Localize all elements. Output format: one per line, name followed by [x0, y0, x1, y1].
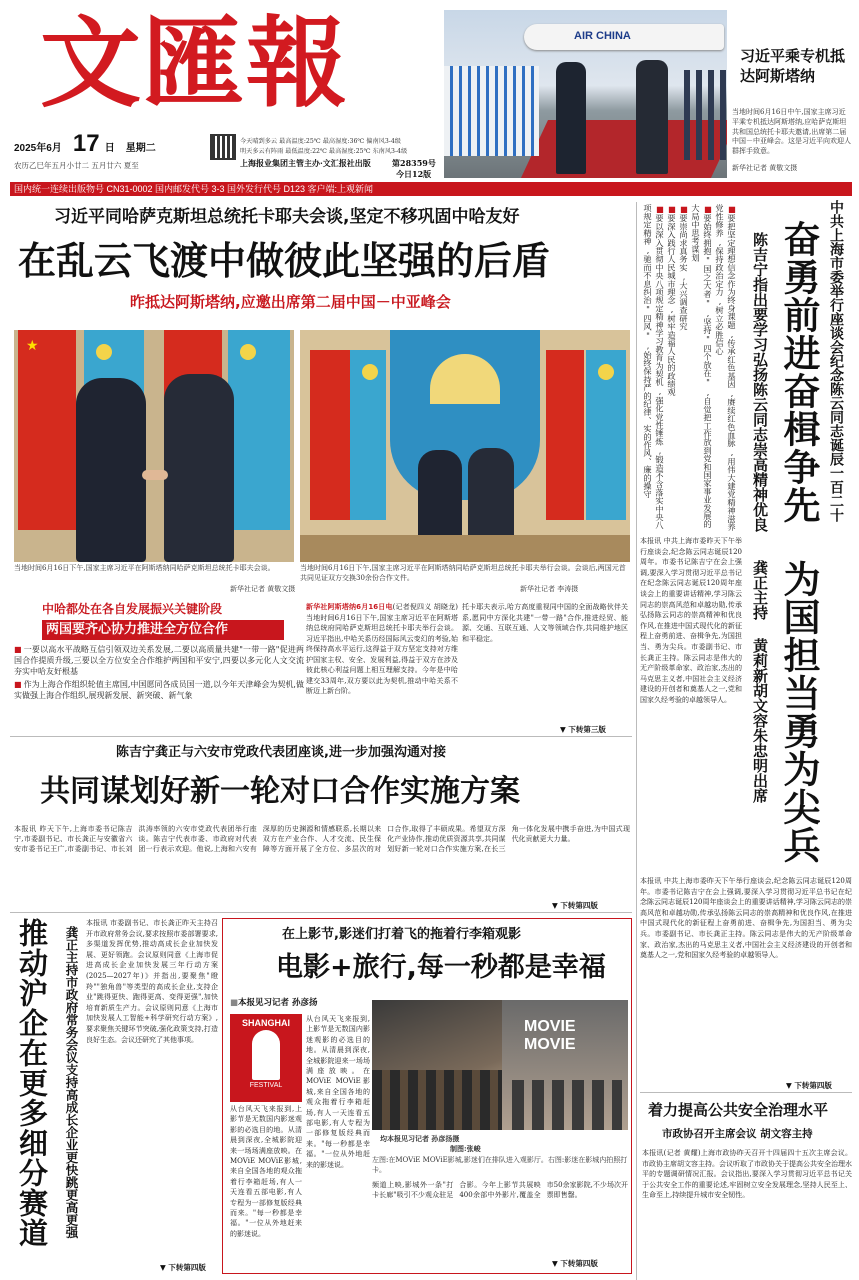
- left-continued: ▼ 下转第四版: [160, 1263, 206, 1272]
- right-subhead: 陈吉宁指出要学习弘扬陈云同志崇高精神优良: [751, 232, 769, 532]
- box-point-2: [14, 679, 304, 701]
- film-body-bottom-text: 频道上映,影城外一条"打卡长廊"吸引不少观众驻足合影。今年上影节共展映400余部中外影片,覆盖全市50余家影院,不少场次开票即售罄。: [372, 1181, 628, 1200]
- lead-body-text: (记者倪四义 胡晓龙)当地时间6月16日下午,国家主席习近平在阿斯塔纳总统府同哈萨克斯坦总统托卡耶夫举行会谈。习近平指出,中哈关系历经国际风云变幻的考验,始终保持高水平运行,这得益于双方坚定支持对方维护国家主权、安全、发展利益,得益于双方在涉及彼此核心利益问题上相互理解支持。今年是中哈建交33周年,双方要以此为契机,推动中哈关系不断迈上新台阶。: [306, 603, 458, 695]
- film-continued-text: 下转第四版: [560, 1259, 598, 1268]
- right-headline-1: 奋勇前进奋楫争先: [777, 220, 820, 524]
- visitors: [512, 1080, 622, 1130]
- crowd-silhouettes: [372, 1070, 502, 1130]
- box-title-1: 中哈都处在各自发展振兴关键阶段: [42, 602, 223, 616]
- festival-poster: [230, 1014, 302, 1102]
- film-photo-credit-2: 制图:张峻: [450, 1144, 481, 1153]
- leader-tokayev: [164, 374, 234, 562]
- page-count: 今日12版: [396, 169, 432, 179]
- right-body-bottom: [640, 876, 852, 1076]
- lead-continued: ▼ 下转第三版: [560, 725, 606, 734]
- flag-kz-2: [228, 330, 290, 530]
- carpet: [300, 535, 630, 562]
- left-headline: 推动沪企在更多细分赛道: [15, 918, 49, 1248]
- talks-photo-right: [300, 330, 630, 562]
- talks-photo-left: [14, 330, 294, 562]
- top-photo-caption: 当地时间6月16日中午,国家主席习近平乘专机抵达阿斯塔纳,应哈萨克斯坦共和国总统托卡耶夫邀请,出席第二届中国－中亚峰会。这是习近平向欢迎人群挥手致意。: [732, 108, 851, 156]
- guard-figures: [684, 70, 726, 160]
- right-points-panel: [640, 204, 738, 534]
- top-photo-headline-text: 习近平乘专机抵达阿斯塔纳: [740, 47, 846, 85]
- right-attendees: 龚正主持 黄莉新胡文容朱忠明出席: [751, 560, 769, 803]
- lead-body-col2: [462, 602, 628, 724]
- left-story-rule: [10, 912, 632, 913]
- film-byline: ■本报见习记者 孙彦扬: [230, 998, 318, 1008]
- lunar-date: 农历乙巳年五月小廿二 五月廿六 夏至: [14, 161, 139, 170]
- photo2-caption: 当地时间6月16日下午,国家主席习近平在阿斯塔纳同哈萨克斯坦总统托卡耶夫举行会谈。会谈后,两国元首共同见证双方交换30余份合作文件。: [300, 564, 626, 582]
- registration-bar: [10, 182, 852, 196]
- safety-story-rule: [640, 1092, 852, 1093]
- date-year-month: 2025年6月: [14, 143, 62, 154]
- movie-sign: MOVIE: [524, 1018, 576, 1035]
- right-point-2: ■ 要始终拥抱"国之大者",坚持"四个放在",自觉把工作放到党和国家事业发展的大局中思考谋划: [690, 204, 714, 532]
- box-title-2: 两国要齐心协力推进全方位合作: [42, 620, 284, 640]
- photo2-credit: 新华社记者 李涛摄: [520, 585, 579, 593]
- right-body-bottom-text: 本报讯 中共上海市委昨天下午举行座谈会,纪念陈云同志诞辰120周年。市委书记陈吉宁在会上强调,要深入学习贯彻习近平总书记在纪念陈云同志诞辰120周年座谈会上的重要讲话精神,学习陈云同志的崇高风范和卓越功勋,传承弘扬陈云同志的崇高精神和优良作风,在推进中国式现代化的新征程上奋勇前进、奋楫争先,为国担当、勇为尖兵。市委副书记、市长龚正主持。陈云同志是伟大的无产阶级革命家、政治家,杰出的马克思主义者,中国社会主义经济建设的开创者和奠基人之一,党和国家久经考验的卓越领导人。: [640, 877, 852, 960]
- poster-figure: [252, 1030, 280, 1080]
- flag-kz-4: [586, 350, 626, 520]
- right-body: 本报讯 中共上海市委昨天下午举行座谈会,纪念陈云同志诞辰120周年。市委书记陈吉宁在会上强调,要深入学习贯彻习近平总书记在纪念陈云同志诞辰120周年座谈会上的重要讲话精神,学习陈云同志的崇高风范和卓越功勋,传承弘扬陈云同志的崇高精神和优良作风,在推进中国式现代化的新征程上奋勇前进、奋楫争先,为国担当、勇为尖兵。市委副书记、市长龚正主持。陈云同志是伟大的无产阶级革命家、政治家,杰出的马克思主义者,中国社会主义经济建设的开创者和奠基人之一,党和国家久经考验的卓越领导人。: [640, 537, 742, 704]
- top-photo-headline: [740, 46, 852, 86]
- film-photo-credit-text: 均本报见习记者 孙彦扬摄: [380, 1134, 460, 1143]
- lead-body-text-2: 托卡耶夫表示,哈方高度重视同中国的全面战略伙伴关系,愿同中方深化共建"一带一路"合作,推进经贸、能源、交通、互联互通、人文等领域合作,共同维护地区和平稳定。: [462, 603, 628, 643]
- leader-xi: [76, 378, 146, 562]
- lead-subhead: 昨抵达阿斯塔纳,应邀出席第二届中国－中亚峰会: [130, 293, 451, 311]
- film-headline: 电影+旅行,每一秒都是幸福: [276, 952, 606, 983]
- film-byline-text: 本报见习记者 孙彦扬: [238, 998, 318, 1008]
- mid-story-rule: [10, 736, 632, 737]
- box-point-1: [14, 644, 304, 677]
- lead-headline: 在乱云飞渡中做彼此坚强的后盾: [18, 239, 551, 283]
- right-continued: ▼ 下转第四版: [786, 1081, 832, 1090]
- safety-subhead: 市政协召开主席会议 胡文容主持: [662, 1128, 813, 1140]
- top-photo-credit: 新华社记者 黄敬文摄: [732, 164, 798, 172]
- handshake: [142, 470, 168, 480]
- lead-body-col1: [306, 602, 458, 734]
- weather-line-2: 明天多云有阵雨 最低温度:22℃ 最高湿度:25℃ 东南风3-4级: [240, 148, 408, 155]
- registration-text: 国内统一连续出版物号 CN31-0002 国内邮发代号 3-3 国外发行代号 D123 客户端:上观新闻: [14, 184, 374, 194]
- right-point-1: ■ 要把坚定理想信念作为终身课题,传承红色基因,赓续红色血脉,用伟大建党精神滋养党性修养,保持政治定力,树立必胜信心: [714, 204, 738, 532]
- airplane-text: AIR CHINA: [574, 30, 631, 42]
- left-continued-text: 下转第四版: [168, 1263, 206, 1272]
- film-body-bottom: [372, 1180, 628, 1254]
- right-point-5: ■ 要以深入贯彻中央八项规定精神学习教育为契机,强化党性锤炼,锻造不含落实中央八项规定精神,驰而不息纠治"四风",始终保持严的纪律、实的作风、廉的操守: [642, 204, 666, 532]
- box-point-2-text: ■ 作为上海合作组织轮值主席国,中国愿同各成员国一道,以今年天津峰会为契机,做实做强上海合作组织,展现新发展、新突破、新气象: [14, 679, 304, 701]
- movie-sign-2: MOVIE: [524, 1036, 576, 1053]
- poster-text: SHANGHAI: [241, 1018, 290, 1028]
- lead-dateline: 新华社阿斯塔纳6月16日电: [306, 603, 393, 611]
- qr-code-icon: [210, 134, 236, 160]
- date-day-suffix: 日: [104, 143, 115, 154]
- photo1-credit: 新华社记者 黄敬文摄: [230, 585, 296, 593]
- film-photo-caption: 左图:在MOViE MOViE影城,影迷们在排队进入观影厅。右图:影迷在影城内拍照打卡。: [372, 1156, 628, 1174]
- flag-china-4: [546, 350, 584, 520]
- left-subhead: 龚正主持市政府常务会议支持高成长企业更快跳更高更强: [64, 926, 79, 1239]
- newspaper-logo: 文匯報: [40, 6, 350, 121]
- mid-continued-text: 下转第四版: [560, 901, 598, 910]
- theater-photo-1: [372, 1000, 502, 1130]
- flag-china-3: [310, 350, 350, 520]
- right-point-3: ■ 要崇尚求真务实,大兴调查研究: [678, 204, 690, 532]
- photo1-caption: 当地时间6月16日下午,国家主席习近平在阿斯塔纳同哈萨克斯坦总统托卡耶夫会谈。: [14, 564, 275, 572]
- safety-body: 本报讯(记者 黄耀)上海市政协昨天召开十四届四十五次主席会议。市政协主席胡文容主持。会议听取了市政协关于提高公共安全治理水平的专题调研情况汇报。会议指出,要深入学习贯彻习近平总书记关于公共安全工作的重要论述,牢固树立安全发展理念,坚持人民至上、生命至上,持续提升城市安全韧性。: [642, 1149, 852, 1200]
- masthead: [0, 0, 440, 180]
- issue-number: 第28359号: [392, 158, 436, 168]
- film-body-left: 从台风天飞来报到,上影节是无数国内影迷观影的必选目的地。从清晨到深夜,全城影院迎来一场场满座放映。在MOViE MOViE影城,来自全国各地的观众拖着行李箱赶场,有人一天连看五部电影,有人专程为一部修复版经典而来。"每一秒都是幸福。"一位从外地赶来的影迷说。: [230, 1105, 302, 1238]
- lead-continued-text: 下转第三版: [568, 725, 606, 734]
- mid-continued: ▼ 下转第四版: [552, 901, 598, 910]
- right-kicker: 中共上海市委举行座谈会纪念陈云同志诞辰一百二十: [828, 200, 844, 522]
- key-points-box: [14, 600, 304, 720]
- flag-kz-3: [350, 350, 386, 520]
- publisher: 上海报业集团主管主办·文汇报社出版: [240, 158, 371, 168]
- date-block: [14, 130, 214, 170]
- right-continued-text: 下转第四版: [794, 1081, 832, 1090]
- mid-body-text: 本报讯 昨天下午,上海市委书记陈吉宁,市委副书记、市长龚正与安徽省六安市委书记王广,市委副书记、市长刘洪涛率领的六安市党政代表团举行座谈。陈吉宁代表市委、市政府对代表团一行表示欢迎。他说,上海和六安有深厚的历史渊源和情感联系,长期以来双方在产业合作、人才交流、民生保障等方面开展了全方位、多层次的对口合作,取得了丰硕成果。希望双方深化产业协作,推动优质资源共享,共同谋划好新一轮对口合作实施方案,在长三角一体化发展中携手奋进,为中国式现代化贡献更大力量。: [14, 825, 630, 854]
- left-body: 本报讯 市委副书记、市长龚正昨天主持召开市政府常务会议,要求按照市委部署要求,多渠道发挥优势,推动高成长企业加快发展、更好领跑。会议原则同意《上海市促进高成长企业加快发展三年行动方案(2025—2027年)》并指出,要聚焦"瞪羚""独角兽"等类型的高成长企业,支持企业"跳得更快、跑得更高、变得更强",加快培育新质生产力。会议原则同意《上海市加快发展人工智能+科学研究行动方案》,要求聚焦关键环节突破,强化政策支持,打造良好生态。会议还研究了其他事项。: [86, 919, 218, 1044]
- theater-photo-2: [502, 1000, 628, 1130]
- right-headline-2: 为国担当勇为尖兵: [777, 560, 820, 864]
- welcome-crowd: [444, 66, 539, 156]
- mid-kicker: 陈吉宁龚正与六安市党政代表团座谈,进一步加强沟通对接: [116, 745, 446, 760]
- right-point-4: ■ 要深入践行人民城市理念,树牢造福人民的政绩观: [666, 204, 678, 532]
- date-weekday: 星期二: [125, 143, 156, 154]
- safety-headline: 着力提高公共安全治理水平: [648, 1101, 829, 1119]
- poster-subtext: FESTIVAL: [249, 1082, 283, 1089]
- right-column-rule: [636, 202, 637, 1280]
- date-day: 17: [72, 130, 100, 157]
- flag-star-1: ★: [26, 338, 39, 354]
- lead-kicker: 习近平同哈萨克斯坦总统托卡耶夫会谈,坚定不移巩固中哈友好: [54, 207, 520, 227]
- leader-figure-2: [636, 60, 668, 174]
- flag-china-1: [18, 330, 76, 530]
- film-continued: ▼ 下转第四版: [552, 1259, 598, 1268]
- film-photo-credit: [380, 1134, 540, 1144]
- arrival-photo: [444, 10, 727, 178]
- weather-line-1: 今天晴到多云 最高温度:25℃ 最高湿度:36℃ 偏南风3-4级: [240, 138, 401, 145]
- mid-headline: 共同谋划好新一轮对口合作实施方案: [40, 774, 520, 809]
- leader-figure-1: [556, 62, 586, 174]
- mid-body: [14, 824, 630, 902]
- box-point-1-text: ■ 一要以高水平战略互信引领双边关系发展,二要以高质量共建"一带一路"促进两国合作提质升级,三要以全方位安全合作维护两国和平安宁,四要以多元化人文交流夯实中哈友好根基: [14, 644, 304, 677]
- film-kicker: 在上影节,影迷们打着飞的拖着行李箱观影: [282, 927, 521, 942]
- film-body-side: 从台风天飞来报到,上影节是无数国内影迷观影的必选目的地。从清晨到深夜,全城影院迎来一场场满座放映。在MOViE MOViE影城,来自全国各地的观众拖着行李箱赶场,有人一天连看五部电影,有人专程为一部修复版经典而来。"每一秒都是幸福。"一位从外地赶来的影迷说。: [306, 1015, 370, 1169]
